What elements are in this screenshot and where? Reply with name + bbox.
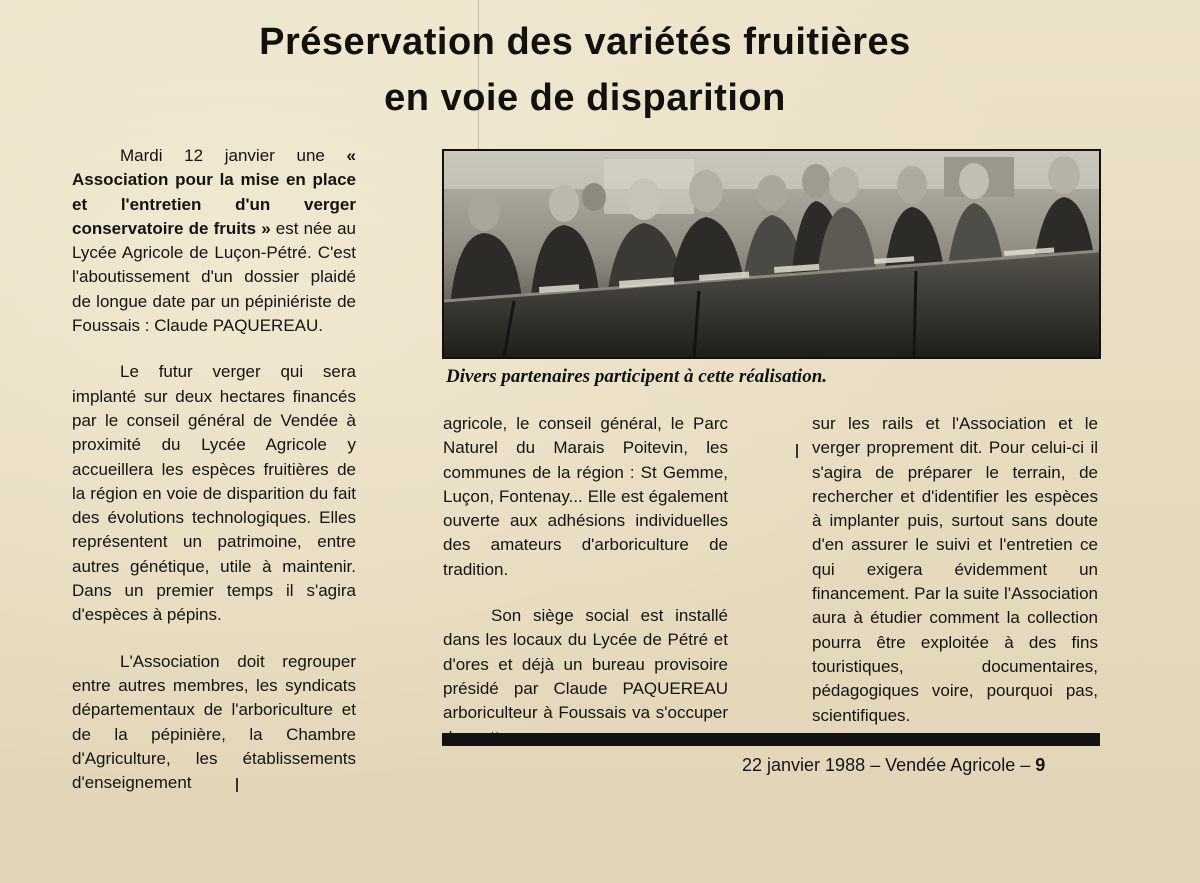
association-name: « Association pour la mise en place et l'entretien d'un verger conservatoire de fruits » (72, 146, 356, 238)
footer-separator: – (870, 755, 881, 775)
headline-line-1: Préservation des variétés fruitières (259, 21, 911, 63)
footer-publication: Vendée Agricole (885, 755, 1016, 775)
paragraph-verger: Le futur verger qui sera implanté sur deux hectares financés par le conseil général de Vendée à proximité du Lycée Agricole y accueillera les espèces fruitières de la région en voie de disparition du fait des évolutions technologiques. Elles représentent un patrimoine, entre autres génétique, utile à maintenir. Dans un premier temps il s'agira d'espèces à pépins. (72, 362, 356, 625)
article-column-1 (72, 144, 356, 795)
footer-rule (442, 733, 1100, 746)
paragraph-intro (72, 144, 356, 338)
column-divider-mark (796, 444, 798, 458)
page-footer (742, 752, 1102, 778)
intro-lead: Mardi 12 janvier une (120, 146, 325, 165)
paragraph-partners: agricole, le conseil général, le Parc Naturel du Marais Poitevin, les communes de la région : St Gemme, Luçon, Fontenay... Elle est également ouverte aux adhésions individuelles des amateurs d'arboriculture de tradition. (443, 414, 728, 579)
article-column-3 (812, 412, 1098, 728)
photo-caption: Divers partenaires participent à cette réalisation. (446, 366, 828, 387)
paragraph-siege-social: Son siège social est installé dans les locaux du Lycée de Pétré et d'ores et déjà un bureau provisoire présidé par Claude PAQUEREAU arboriculteur à Foussais va s'occuper (443, 606, 728, 723)
column-divider-mark (236, 778, 238, 792)
footer-separator-2: – (1020, 755, 1031, 775)
meeting-photo (442, 149, 1101, 359)
footer-date: 22 janvier 1988 (742, 755, 866, 775)
article-column-2 (443, 412, 728, 750)
reverse-side-bleed-left (0, 0, 60, 883)
paragraph-suite: sur les rails et l'Association et le verger proprement dit. Pour celui-ci il s'agira de préparer le terrain, de rechercher et d'identifier les espèces à implanter puis, surtout sans doute d'en assurer le suivi et l'entretien ce qui exigera évidemment un financement. Par la suite l'Association aura à étudier comment la collection pourra être exploitée à des fins touristiques, documentaires, pédagogiques voire, pourquoi pas, scientifiques. (812, 414, 1098, 725)
meeting-photo-image (444, 151, 1099, 357)
reverse-side-bleed-right (1100, 0, 1200, 883)
headline-line-2: en voie de disparition (384, 77, 786, 119)
article-headline (70, 14, 1100, 126)
paragraph-association: L'Association doit regrouper entre autres membres, les syndicats départementaux de l'arboriculture et de la pépinière, la Chambre d'Agriculture, les établissements d'enseignement (72, 651, 356, 793)
intro-rest: est née au Lycée Agricole de Luçon-Pétré. C'est l'aboutissement d'un dossier plaidé de longue date par un pépiniériste de Foussais : Claude PAQUEREAU. (72, 218, 356, 336)
page-number: 9 (1035, 755, 1046, 775)
